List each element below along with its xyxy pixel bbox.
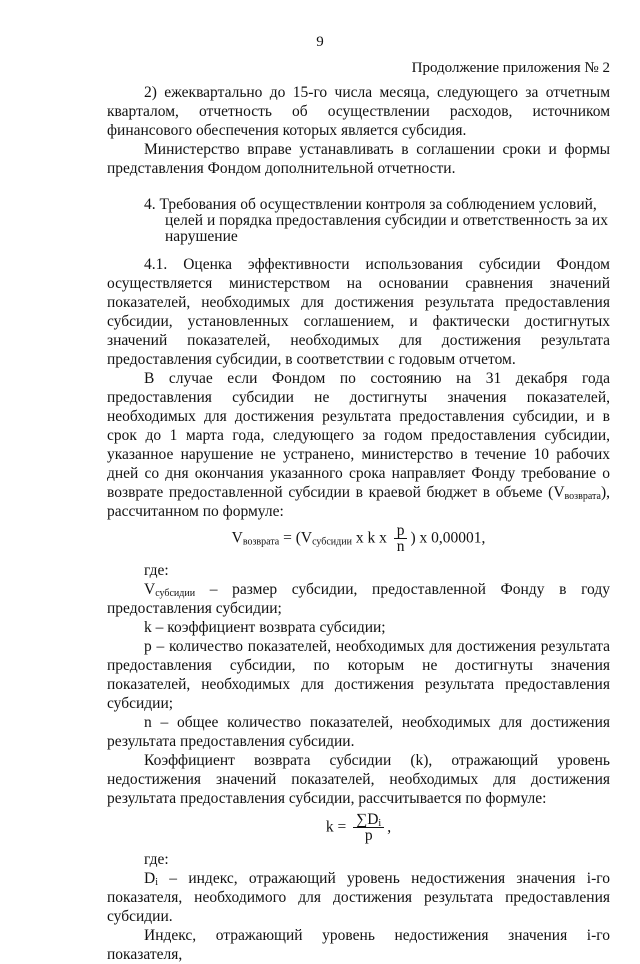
formula-k: k = $\frac{\sum D_i}{p}$ , xyxy=(325,811,392,844)
definition-di: $D_i$ – индекс, отражающий уровень недостижения значения i-го показателя, необходимого для достижения результата предоставления субсидии. xyxy=(107,870,610,925)
section-heading-line1: 4. Требования об осуществлении контроля за соблюдением условий, xyxy=(144,196,597,213)
definition-p: p – количество показателей, необходимых для достижения результата предоставления субсидии, по которым не достигнуты значения показателей, необходимых для достижения результата предоставления субсидии; xyxy=(107,638,610,712)
paragraph-k-intro: Коэффициент возврата субсидии (k), отражающий уровень недостижения значений показателей, необходимых для достижения результата предоставления субсидии, рассчитывается по формуле: xyxy=(107,752,610,807)
page-number: 9 xyxy=(316,34,324,50)
fraction-sum-di-over-p: $\frac{\sum D_i}{p}$ xyxy=(353,812,384,844)
paragraph-reporting-quarterly: 2) ежеквартально до 15-го числа месяца, следующего за отчетным кварталом, отчетность об осуществлении расходов, источником финансового обеспечения которых является субсидия. xyxy=(107,84,610,139)
paragraph-additional-reporting: Министерство вправе устанавливать в соглашении сроки и формы представления Фондом дополнительной отчетности. xyxy=(107,141,610,177)
formula-return-volume: $V_{возврата} = (V_{субсидии}$ x k x $\frac{p}{n}$ ) x 0,00001, xyxy=(231,522,486,555)
definition-n: n – общее количество показателей, необходимых для достижения результата предоставления субсидии. xyxy=(107,714,610,750)
where-label-1: где: xyxy=(144,562,169,579)
definition-v-subsidy: $V_{субсидии}$ – размер субсидии, предоставленной Фонду в году предоставления субсидии; xyxy=(107,581,610,617)
appendix-continuation-label: Продолжение приложения № 2 xyxy=(411,60,610,76)
paragraph-4-1: 4.1. Оценка эффективности использования субсидии Фондом осуществляется министерством на основании сравнения значений показателей, необходимых для достижения результата предоставления субсидии, установленных соглашением, и фактически достигнутых значений показателей, необходимых для достижения результата предоставления субсидии, в соответствии с годовым отчетом. xyxy=(107,256,610,368)
definition-k: k – коэффициент возврата субсидии; xyxy=(144,619,386,636)
section-heading xyxy=(107,197,610,245)
paragraph-index-continued: Индекс, отражающий уровень недостижения значения i-го показателя, xyxy=(107,927,610,963)
document-body xyxy=(107,83,610,964)
where-label-2: где: xyxy=(144,851,169,868)
paragraph-return-requirement: В случае если Фондом по состоянию на 31 декабря года предоставления субсидии не достигнуты значения показателей, необходимых для достижения результата предоставления субсидии, и в срок до 1 марта года, следующего за годом предоставления субсидии, указанное нарушение не устранено, министерство в течение 10 рабочих дней со дня окончания указанного срока направляет Фонду требование о возврате предоставленной субсидии в краевой бюджет в объеме $(V_{возврата})$, рассчитанном по формуле: xyxy=(107,370,610,520)
fraction-p-over-n: $\frac{p}{n}$ xyxy=(394,523,408,555)
section-heading-line2: целей и порядка предоставления субсидии и ответственность за их нарушение xyxy=(165,212,608,245)
